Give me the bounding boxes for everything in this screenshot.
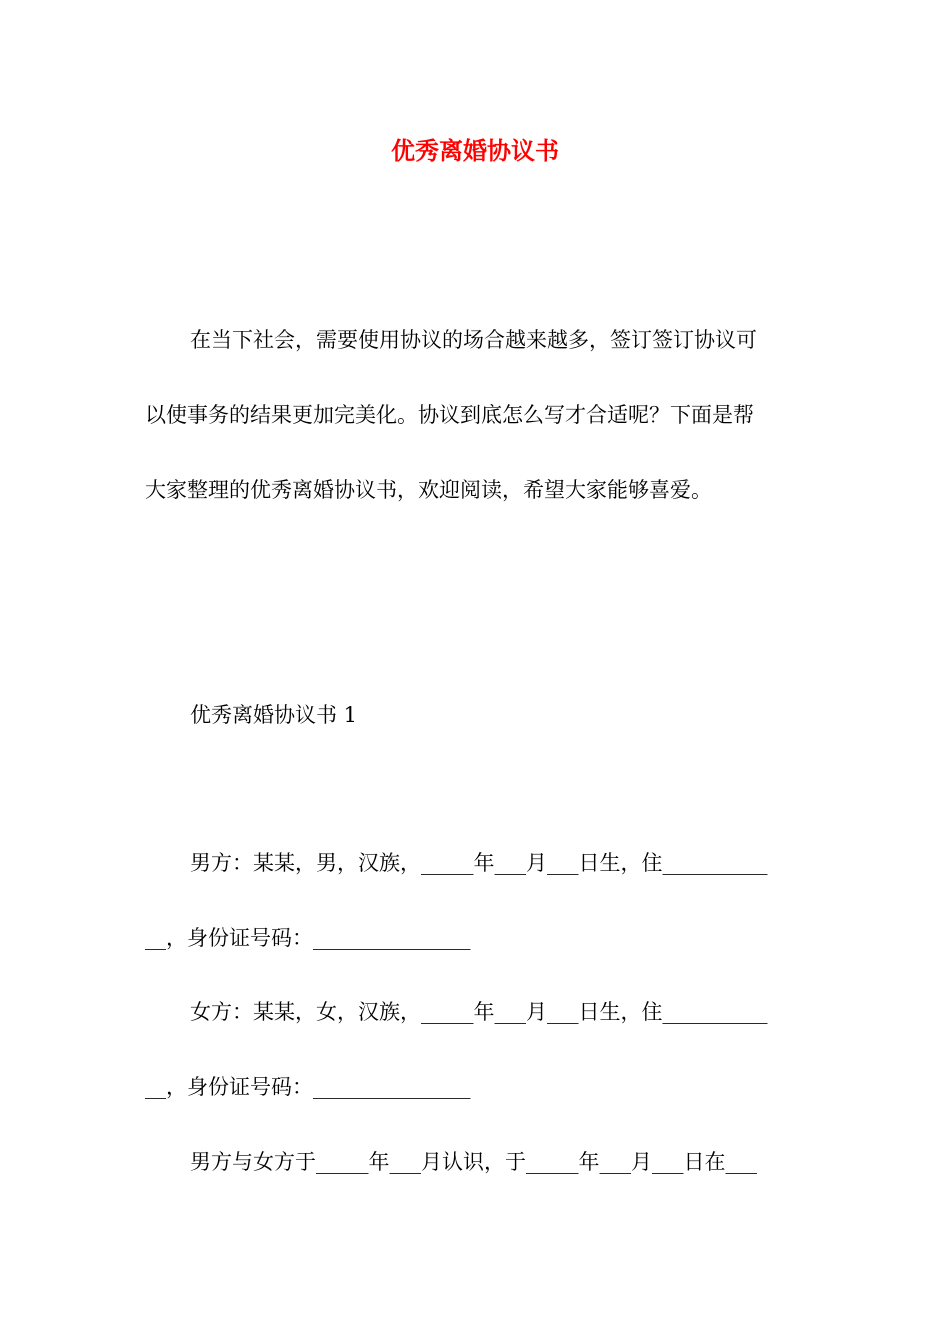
body-line-1: 男方：某某，男，汉族，_____年___月___日生，住__________: [190, 851, 768, 875]
body-line-4: __，身份证号码：_______________: [145, 1075, 471, 1099]
intro-line-2: 以使事务的结果更加完美化。协议到底怎么写才合适呢？下面是帮: [145, 403, 754, 427]
intro-line-3: 大家整理的优秀离婚协议书，欢迎阅读，希望大家能够喜爱。: [145, 478, 712, 502]
intro-line-1: 在当下社会，需要使用协议的场合越来越多，签订签订协议可: [190, 328, 757, 352]
section-heading: 优秀离婚协议书 1: [190, 703, 358, 727]
body-line-5: 男方与女方于_____年___月认识，于_____年___月___日在___: [190, 1150, 757, 1174]
document-title: 优秀离婚协议书: [391, 136, 559, 165]
body-line-2: __，身份证号码：_______________: [145, 926, 471, 950]
body-line-3: 女方：某某，女，汉族，_____年___月___日生，住__________: [190, 1000, 768, 1024]
